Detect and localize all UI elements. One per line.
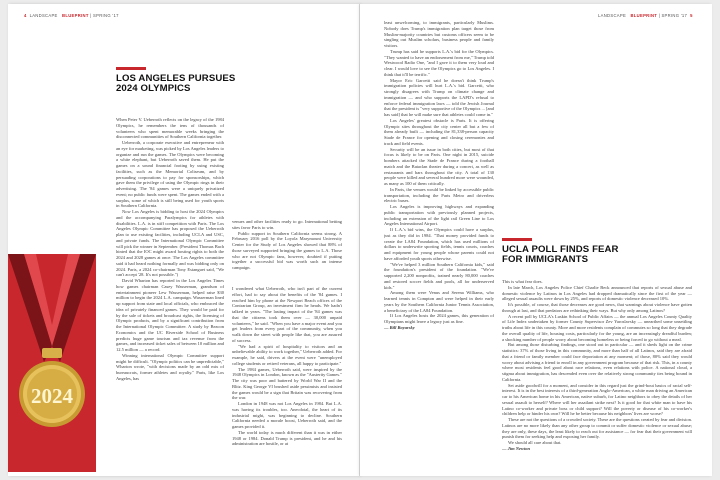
magazine-name: BLUEPRINT [630, 13, 658, 18]
paragraph: David Wharton has reported in the Los Angeles Times how games chairman Casey Wasserman, grandson of entertainment pioneer Lew Wasserman, helped raise $30 million to begin the 2024 L.A. campaign. Wasserman lined up support from state and local officials, who embraced the idea of privately financed games. They would be paid for by the sale of tickets and broadcast rights, the licensing of Olympic products, and by a significant contribution from the International Olympic Committee. A study by Beacon Economics and the UC Riverside School of Business predicts huge game tourism and tax revenue from the games, and increased ticket sales of between 10 million and 12.5 million — a record. [116, 278, 224, 352]
article-column-2 [232, 286, 342, 472]
issue-label: | SPRING '17 [658, 13, 688, 18]
left-page [8, 4, 360, 476]
article-headline: LOS ANGELES PURSUES 2024 OLYMPICS [116, 73, 236, 94]
article-column-2-top [232, 219, 342, 279]
paragraph: I wondered what Ueberroth, who isn't part of the current effort, had to say about the benefits of the '84 games. I reached him by phone at the Newport Beach offices of the Contrarian Group, an investment firm he heads. We hadn't talked in years. "The lasting impact of the '84 games was that the citizens took them over — 30,000 unpaid volunteers," he said. "When you have a major event and you get leaders from every part of the community, when you walk down the street with people like that, you are assured of success. [232, 286, 342, 343]
medal-illustration [8, 254, 96, 472]
issue-label: | SPRING '17 [90, 13, 119, 18]
medal-year: 2024 [31, 384, 73, 408]
article-headline: UCLA POLL FINDS FEAR FOR IMMIGRANTS [502, 244, 619, 265]
section-label: LANDSCAPE [29, 13, 58, 18]
paragraph: This is what fear does. [502, 279, 543, 284]
paragraph: Mayor Eric Garcetti said he doesn't think Trump's immigration policies will hurt L.A.'s bid. Garcetti, who strongly disagrees with Trump on climate change and immigration — and who supports the LAPD's refusal to enforce federal immigration laws — told the Jewish Journal that the president is "very supportive of the Olympics ... [and has said] that he will make sure that athletes could come in." [384, 77, 494, 117]
magazine-name: BLUEPRINT [62, 13, 89, 18]
paragraph: In late March, Los Angeles Police Chief Charlie Beck announced that reports of sexual abuse and domestic violence by Latinos in Los Angeles had dropped dramatically since the first of the year — alleged sexual assaults were down by 25%, and reports of domestic violence decreased 10%. [502, 284, 692, 302]
page-number: 4 [24, 13, 27, 18]
paragraph: Public support in Southern California seems strong. A February 2016 poll by the Loyola Marymount University Center for the Study of Los Angeles showed that 88% of those surveyed supported bringing the games to L.A. Those who are not Olympic fans, however, doubted if putting together a successful bid was worth such an intense campaign. [232, 230, 342, 270]
paragraph: least unwelcoming, to immigrants, particularly Muslims. Nobody does Trump's immigration plan target those from Muslim-majority countries but customs officers seem to be singling out Muslim scholars, business people and family visitors. [384, 20, 494, 48]
page-number: 5 [690, 13, 693, 18]
paragraph: If L.A.'s bid wins, the Olympics could have a surplus, just as they did in 1984. "That money provided funds to create the LA84 Foundation, which has used millions of dollars to underwrite sporting fields, tennis courts, coaches and equipment for young people whose parents could not have afforded youth sports otherwise. [384, 227, 494, 261]
author-byline: — Bill Boyarsky [384, 324, 415, 330]
medal-icon [8, 254, 96, 472]
paragraph: "We had a spirit of hospitality to visitors and an unbelievable ability to work together," Ueberroth added. For example, he said, drivers at the event were "unemployed college students or retired veterans, all happy to participate." [232, 343, 342, 366]
paragraph: The world today is much different than it was in either 1948 or 1984. Donald Trump is president, and he and his administration are hostile, or at [232, 429, 342, 447]
right-folio [598, 13, 693, 18]
paragraph: A recent poll by UCLA's Luskin School of Public Affairs — the annual Los Angeles County Quality of Life Index undertaken by former County Supervisor Zev Yaroslavsky — unearthed some unsettling truths about life in this county. More and more residents complain of commutes so long that they degrade the overall quality of life, housing costs, particularly for the young, are an increasingly dreadful burden; a shocking number of people worry about becoming homeless or being forced to go without a meal. [502, 313, 692, 342]
paragraph: These are not the questions of a crowded society. These are the questions created by fear and division. Latinos are no more likely than any other group to commit or suffer domestic violence or sexual abuse; they are only, these days, the least likely to reach out for assistance — for fear that their government will punish them for seeking help and exposing her family. [502, 417, 692, 440]
paragraph: Security will be an issue in both cities, but most of that focus is likely to be on Paris. One night in 2015, suicide bombers attacked the Stade de France during a football match and the Bataclan theater during a concert, as well as restaurants and bars throughout the city. A total of 130 people were killed and several hundred more were wounded, as many as 100 of them critically. [384, 146, 494, 186]
paragraph: Winning international Olympic Committee support might be difficult. "Olympic politics can be unpredictable," Wharton wrote, "with decisions made by an odd mix of bureaucrats, former athletes and royalty." Paris, like Los Angeles, has [116, 352, 224, 381]
paragraph: "We've helped 3 million Southern California kids," said the foundation's president of the foundation. "We've supported 2,200 nonprofits, trained nearly 80,000 coaches and restored soccer fields and pools, all for underserved kids." [384, 261, 494, 290]
paragraph: It's possible, of course, that those decreases are good news, that warnings about violence have gotten through at last, and that predators are rethinking their ways. But why only among Latinos? [502, 302, 692, 313]
article-column-1 [116, 117, 224, 472]
paragraph: Now Los Angeles is bidding to host the 2024 Olympics and the accompanying Paralympics for athletes with disabilities. L.A. is in stiff competition with Paris. The Los Angeles Olympic Committee has proposed the Ueberroth plan to use existing facilities, including UCLA and USC, and private funds. The International Olympic Committee will pick the winner in September. (President Thomas Bach hinted that the IOC might award hosting rights to both the 2024 and 2028 games at once. The Los Angeles committee said it had heard nothing formally and was bidding only on 2024. Paris, a 2024 co-chairman Tony Estanguet said, "We can't accept '28. It's not possible.") [116, 209, 224, 278]
paragraph: Ueberroth, a corporate executive and entrepreneur with an eye for marketing, was picked by Los Angeles leaders to organize and run the games. The Olympics were becoming a white elephant, but Ueberroth saved them. He put the games on a sound financial footing by using existing facilities, such as the Memorial Coliseum, and by persuading corporations to pay for sponsorships, which gave them the privilege of using the Olympic rings in their advertising. The '84 games were a uniquely privatized event; no public funds were spent. The games ended with a surplus, some of which is still being used for youth sports in Southern California. [116, 140, 224, 209]
paragraph: Among them were Venus and Serena Williams, who learned tennis in Compton and were helped in their early years by the Southern California Junior Tennis Association, a beneficiary of the LA84 Foundation. [384, 290, 494, 313]
paragraph: But among those disturbing findings, one stood out in particular — and it sheds light on the crime statistics: 37% of those living in this community, and more than half of all Latinos, said they are afraid that a friend or family member could face deportation at any moment; of those, 80% said they would worry about advising a friend to enroll in any government program because of that risk. This, in a county where most residents feel good about race relations, even relations with police. A national cloud, a stigma about immigration, has descended even over the relatively strong community ties being bound in California. [502, 342, 692, 382]
paragraph: When Peter V. Ueberroth reflects on the legacy of the 1984 Olympics, he remembers the tens of thousands of volunteers who spent memorable weeks bringing the disconnected communities of Southern California together. [116, 117, 224, 140]
headline-rule [502, 238, 532, 241]
paragraph: venues and other facilities ready to go. International betting sites favor Paris to win. [232, 219, 342, 230]
article-continuation-column [384, 20, 494, 472]
author-byline: — Jim Newton [502, 445, 531, 451]
paragraph: Set aside goodwill for a moment, and consider in this regard just the grind-bout basics of racial self-interest. It is in the best interests of a third-generation Anglo-American, a white man driving an American car to his American home in his American, native suburb, for Latino neighbors to obey the details of her sexual assault to herself? Where will her assailant strike next? Is it good for that white man to have his Latino co-worker and private boss or child support? Will the poverty or disease of his co-worker's children help or hinder his own? Will he be better because his neighbors' lives are worse? [502, 382, 692, 417]
paragraph: Los Angeles' greatest obstacle is Paris. It is offering Olympic sites throughout the city center all but a few of them already built — including the 81,338-person capacity Stade de France for opening and closing ceremonies and track and field events. [384, 117, 494, 146]
paragraph: In Paris, the venues would be linked by accessible public transportation, including the Paris Metro and driverless electric buses. [384, 186, 494, 204]
section-label: LANDSCAPE [598, 13, 627, 18]
sidebar-article-body [502, 279, 692, 472]
paragraph: Trump has said he supports L.A.'s bid for the Olympics. "They wanted to have an endorsement from me," Trump told Westwood Radio One, "and I gave it to them very loud and clear. I would love to see the Olympics go to Los Angeles. I think that it'll be terrific." [384, 48, 494, 77]
paragraph: If Los Angeles hosts the 2024 games, this generation of Olympians might leave a legacy just as fine. [384, 313, 494, 324]
paragraph: London in 1948 was not Los Angeles in 1984. But L.A. was having its troubles, too. Anecdotal, the heart of its industrial might, was beginning to decline. Southern California needed a morale boost, Ueberroth said, and the games provided it. [232, 401, 342, 429]
headline-rule [116, 67, 146, 70]
paragraph: The 1984 games, Ueberroth said, were inspired by the 1948 Olympics in London, known as the "Austerity Games." The city was poor and battered by World War II and the Blitz. King George VI brushed aside pessimists and insisted the games would be a sign that Britain was recovering from the war. [232, 366, 342, 401]
paragraph: We should all care about that. [508, 440, 562, 445]
left-folio [24, 13, 119, 18]
right-page [360, 4, 712, 476]
paragraph: Los Angeles is improving highways and expanding public transportation with previously planned projects, including an extension of the light rail Green Line to Los Angeles International Airport. [384, 204, 494, 227]
